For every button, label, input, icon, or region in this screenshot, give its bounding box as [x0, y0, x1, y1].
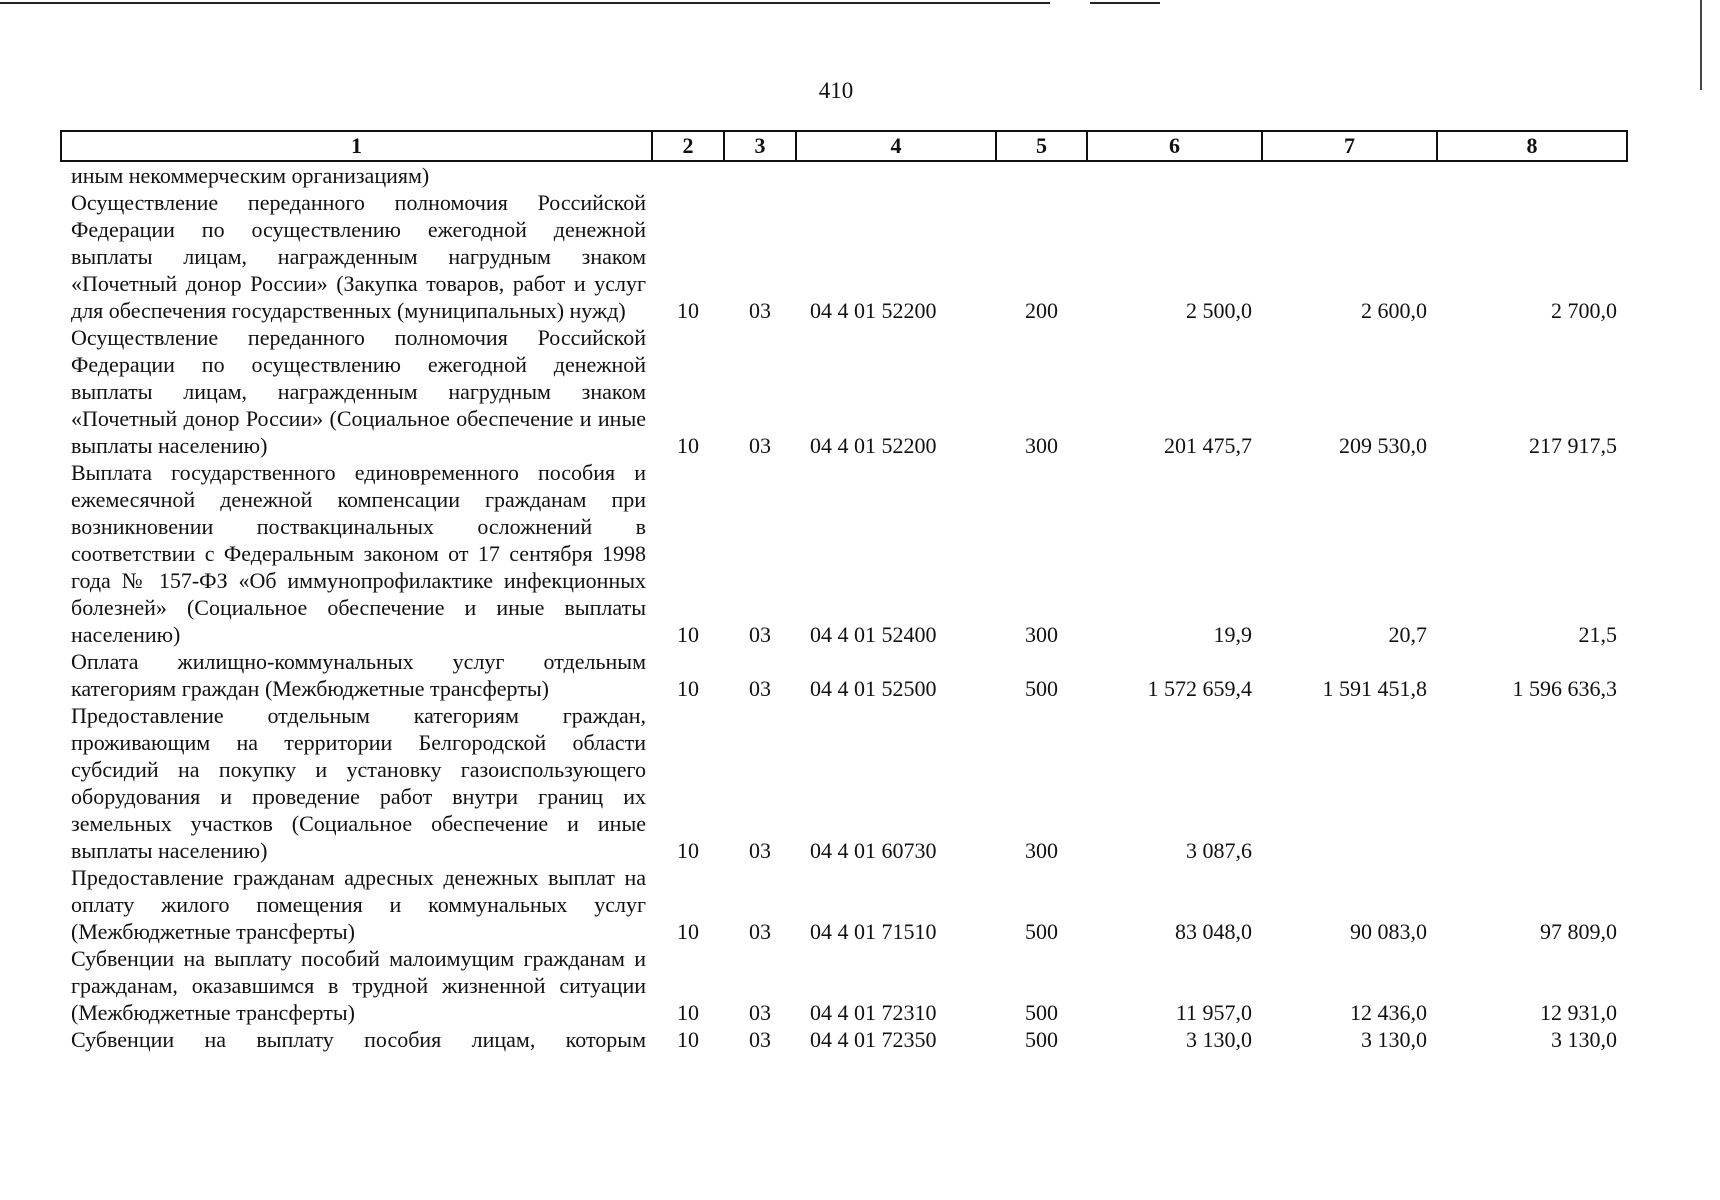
row-target-code [796, 161, 996, 189]
column-header-1: 1 [61, 131, 652, 161]
row-amount-6: 19,9 [1213, 622, 1252, 647]
row-amount-8 [1437, 702, 1627, 864]
column-header-2: 2 [652, 131, 724, 161]
row-target-code: 04 4 01 52400 [810, 622, 937, 647]
table-row [61, 864, 1627, 945]
row-amount-6: 201 475,7 [1164, 433, 1252, 458]
row-amount-8: 12 931,0 [1540, 1000, 1617, 1025]
row-amount-7: 209 530,0 [1339, 433, 1427, 458]
row-subsection [724, 161, 796, 189]
row-section: 10 [677, 298, 699, 323]
row-section: 10 [677, 433, 699, 458]
table-row [61, 161, 1627, 189]
column-header-8: 8 [1437, 131, 1627, 161]
row-expense-type: 500 [1025, 676, 1058, 701]
row-amount-8: 3 130,0 [1551, 1027, 1617, 1052]
row-description: Субвенции на выплату пособия лицам, которым [71, 1027, 646, 1052]
column-header-4: 4 [796, 131, 996, 161]
row-amount-7: 12 436,0 [1350, 1000, 1427, 1025]
row-description: Предоставление гражданам адресных денежных выплат на оплату жилого помещения и коммунальных услуг (Межбюджетные трансферты) [71, 865, 646, 944]
header-row [61, 131, 1627, 161]
row-amount-7: 1 591 451,8 [1322, 676, 1427, 701]
table-row [61, 324, 1627, 459]
row-target-code: 04 4 01 52500 [810, 676, 937, 701]
row-amount-8: 2 700,0 [1551, 298, 1617, 323]
row-subsection: 03 [749, 838, 771, 863]
row-description: Осуществление переданного полномочия Российской Федерации по осуществлению ежегодной денежной выплаты лицам, награжденным нагрудным знаком «Почетный донор России» (Закупка товаров, работ и услуг для обеспечения государственных (муниципальных) нужд) [71, 190, 646, 323]
row-amount-7: 2 600,0 [1361, 298, 1427, 323]
row-amount-8: 1 596 636,3 [1512, 676, 1617, 701]
table-row [61, 459, 1627, 648]
page-number: 410 [818, 78, 854, 103]
row-section: 10 [677, 838, 699, 863]
row-amount-6: 3 130,0 [1186, 1027, 1252, 1052]
scan-edge-line [1090, 2, 1160, 4]
table-row [61, 702, 1627, 864]
row-expense-type: 500 [1025, 1027, 1058, 1052]
row-subsection: 03 [749, 1000, 771, 1025]
row-section: 10 [677, 1000, 699, 1025]
row-expense-type [996, 161, 1087, 189]
row-expense-type: 300 [1025, 433, 1058, 458]
row-amount-6: 1 572 659,4 [1147, 676, 1252, 701]
row-amount-6: 11 957,0 [1175, 1000, 1252, 1025]
row-expense-type: 500 [1025, 1000, 1058, 1025]
table-body [61, 161, 1627, 1053]
row-amount-8 [1437, 161, 1627, 189]
row-amount-7 [1262, 702, 1437, 864]
row-target-code: 04 4 01 72310 [810, 1000, 937, 1025]
row-section: 10 [677, 622, 699, 647]
row-description: Оплата жилищно-коммунальных услуг отдельным категориям граждан (Межбюджетные трансферты) [71, 649, 646, 701]
row-amount-6: 2 500,0 [1186, 298, 1252, 323]
row-amount-8: 21,5 [1578, 622, 1617, 647]
table-row [61, 648, 1627, 702]
row-expense-type: 500 [1025, 919, 1058, 944]
row-subsection: 03 [749, 676, 771, 701]
column-header-6: 6 [1087, 131, 1262, 161]
row-target-code: 04 4 01 52200 [810, 298, 937, 323]
row-amount-6: 83 048,0 [1175, 919, 1252, 944]
row-subsection: 03 [749, 433, 771, 458]
row-subsection: 03 [749, 919, 771, 944]
row-description: Осуществление переданного полномочия Российской Федерации по осуществлению ежегодной денежной выплаты лицам, награжденным нагрудным знаком «Почетный донор России» (Социальное обеспечение и иные выплаты населению) [71, 325, 646, 458]
row-expense-type: 200 [1025, 298, 1058, 323]
row-description: Выплата государственного единовременного пособия и ежемесячной денежной компенсации гражданам при возникновении поствакцинальных осложнений в соответствии с Федеральным законом от 17 сентября 1998 года № 157-ФЗ «Об иммунопрофилактике инфекционных болезней» (Социальное обеспечение и иные выплаты населению) [71, 460, 646, 647]
row-expense-type: 300 [1025, 838, 1058, 863]
row-amount-7 [1262, 161, 1437, 189]
column-header-5: 5 [996, 131, 1087, 161]
row-amount-7: 3 130,0 [1361, 1027, 1427, 1052]
row-section: 10 [677, 919, 699, 944]
table-row [61, 1026, 1627, 1053]
row-subsection: 03 [749, 1027, 771, 1052]
column-header-7: 7 [1262, 131, 1437, 161]
row-amount-8: 97 809,0 [1540, 919, 1617, 944]
row-subsection: 03 [749, 298, 771, 323]
row-amount-8: 217 917,5 [1529, 433, 1617, 458]
row-expense-type: 300 [1025, 622, 1058, 647]
scan-edge-line [0, 2, 1050, 4]
row-amount-6 [1087, 161, 1262, 189]
row-section [652, 161, 724, 189]
row-section: 10 [677, 1027, 699, 1052]
table-header [61, 131, 1627, 161]
row-amount-7: 20,7 [1388, 622, 1427, 647]
row-target-code: 04 4 01 52200 [810, 433, 937, 458]
row-amount-6: 3 087,6 [1186, 838, 1252, 863]
budget-table [60, 130, 1628, 1053]
row-description: Предоставление отдельным категориям граждан, проживающим на территории Белгородской области субсидий на покупку и установку газоиспользующего оборудования и проведение работ внутри границ их земельных участков (Социальное обеспечение и иные выплаты населению) [71, 703, 646, 863]
column-header-3: 3 [724, 131, 796, 161]
row-section: 10 [677, 676, 699, 701]
row-target-code: 04 4 01 72350 [810, 1027, 937, 1052]
row-subsection: 03 [749, 622, 771, 647]
table-row [61, 189, 1627, 324]
table-row [61, 945, 1627, 1026]
row-target-code: 04 4 01 60730 [810, 838, 937, 863]
row-description: Субвенции на выплату пособий малоимущим гражданам и гражданам, оказавшимся в трудной жизненной ситуации (Межбюджетные трансферты) [71, 946, 646, 1025]
scan-edge-line [1700, 0, 1702, 90]
row-target-code: 04 4 01 71510 [810, 919, 937, 944]
row-description: иным некоммерческим организациям) [71, 163, 430, 188]
row-amount-7: 90 083,0 [1350, 919, 1427, 944]
